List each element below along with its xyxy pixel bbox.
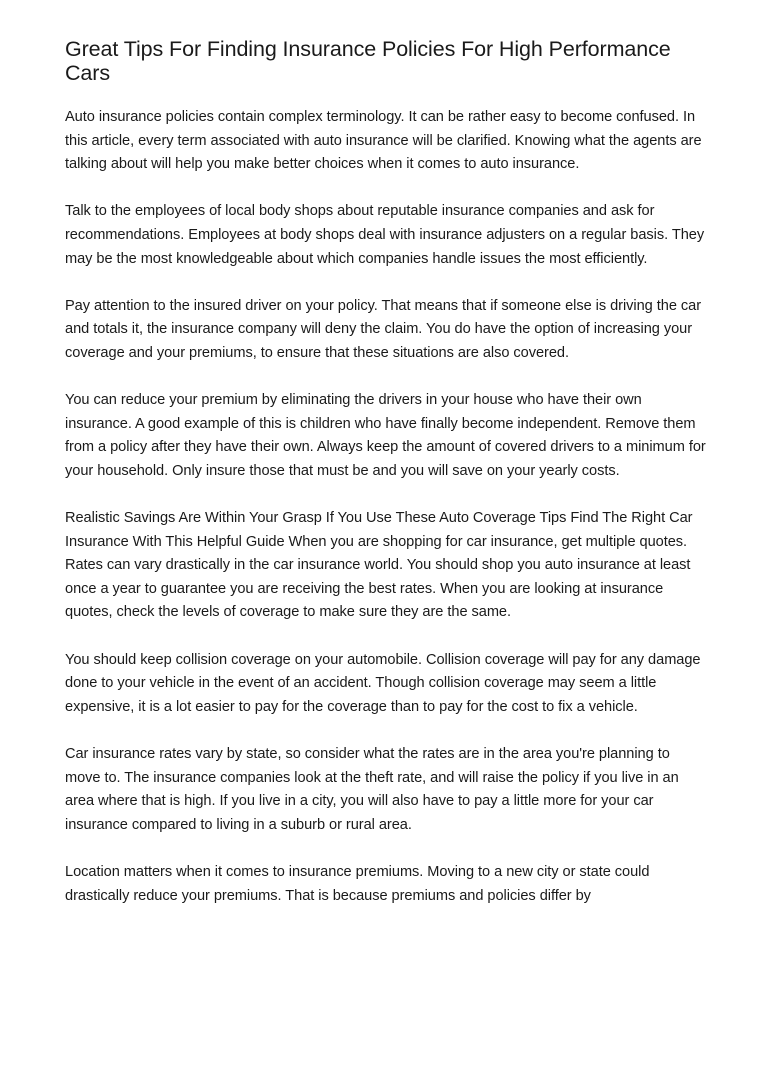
paragraph: You can reduce your premium by eliminating the drivers in your house who have their own insurance. A good example of this is children who have finally become independent. Remove them from a policy after they have their own. Always keep the amount of covered drivers to a minimum for your household. Only insure those that must be and you will save on your yearly costs. [65,392,706,479]
paragraph: Location matters when it comes to insurance premiums. Moving to a new city or state could drastically reduce your premiums. That is because premiums and policies differ by [65,864,650,904]
page-title: Great Tips For Finding Insurance Policies For High Performance Cars [65,37,671,85]
paragraph: You should keep collision coverage on your automobile. Collision coverage will pay for any damage done to your vehicle in the event of an accident. Though collision coverage may seem a little expensive, it is a lot easier to pay for the coverage than to pay for the cost to fix a vehicle. [65,651,701,715]
paragraph: Car insurance rates vary by state, so consider what the rates are in the area you're planning to move to. The insurance companies look at the theft rate, and will raise the policy if you live in an area where that is high. If you live in a city, you will also have to pay a little more for your car insurance compared to living in a suburb or rural area. [65,746,679,833]
paragraph: Auto insurance policies contain complex terminology. It can be rather easy to become confused. In this article, every term associated with auto insurance will be clarified. Knowing what the agents are talking about will help you make better choices when it comes to auto insurance. [65,109,702,173]
paragraph: Realistic Savings Are Within Your Grasp If You Use These Auto Coverage Tips Find The Right Car Insurance With This Helpful Guide When you are shopping for car insurance, get multiple quotes. Rates can vary drastically in the car insurance world. You should shop you auto insurance at least once a year to guarantee you are receiving the best rates. When you are looking at insurance quotes, check the levels of coverage to make sure they are the same. [65,510,693,621]
paragraph: Pay attention to the insured driver on your policy. That means that if someone else is driving the car and totals it, the insurance company will deny the claim. You do have the option of increasing your coverage and your premiums, to ensure that these situations are also covered. [65,297,702,361]
paragraph: Talk to the employees of local body shops about reputable insurance companies and ask for recommendations. Employees at body shops deal with insurance adjusters on a regular basis. They may be the most knowledgeable about which companies handle issues the most efficiently. [65,203,705,267]
